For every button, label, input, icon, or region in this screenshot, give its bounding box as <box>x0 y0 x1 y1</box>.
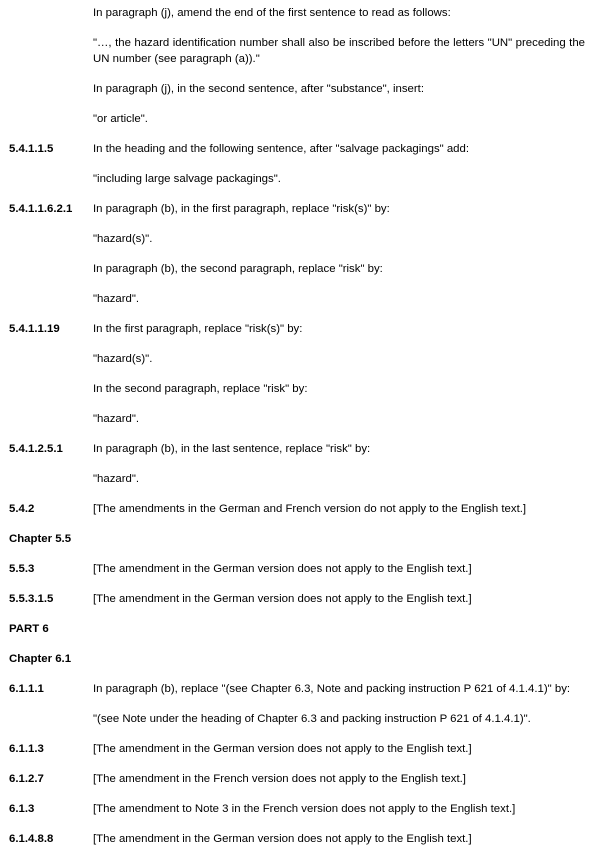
paragraph <box>9 411 585 427</box>
chapter-heading: Chapter 6.1 <box>9 653 72 665</box>
part-heading: PART 6 <box>9 623 49 635</box>
paragraph-text: [The amendment in the German version does not apply to the English text.] <box>93 563 472 575</box>
section-number: 5.5.3 <box>9 563 35 575</box>
paragraph <box>9 351 585 367</box>
section-number: 5.4.1.2.5.1 <box>9 443 63 455</box>
section-number: 5.4.1.1.6.2.1 <box>9 203 73 215</box>
paragraph-text: In paragraph (j), in the second sentence, after "substance", insert: <box>93 83 425 95</box>
paragraph <box>9 231 585 247</box>
paragraph <box>9 261 585 277</box>
paragraph <box>9 591 585 607</box>
paragraph-text: "or article". <box>93 113 148 125</box>
paragraph-text: In paragraph (j), amend the end of the first sentence to read as follows: <box>93 7 451 19</box>
paragraph-text: "hazard(s)". <box>93 233 153 245</box>
paragraph-text: In the second paragraph, replace "risk" by: <box>93 383 308 395</box>
paragraph-text: [The amendment in the German version does not apply to the English text.] <box>93 833 472 845</box>
paragraph-text: In paragraph (b), the second paragraph, replace "risk" by: <box>93 263 383 275</box>
paragraph <box>9 711 585 727</box>
paragraph <box>9 561 585 577</box>
paragraph-text: In paragraph (b), in the last sentence, replace "risk" by: <box>93 443 371 455</box>
section-number: 6.1.1.1 <box>9 683 44 695</box>
paragraph <box>9 201 585 217</box>
paragraph <box>9 81 585 97</box>
paragraph <box>9 171 585 187</box>
paragraph <box>9 501 585 517</box>
section-number: 5.4.2 <box>9 503 35 515</box>
paragraph-text: "(see Note under the heading of Chapter 6.3 and packing instruction P 621 of 4.1.4.1)". <box>93 713 531 725</box>
section-number: 6.1.2.7 <box>9 773 44 785</box>
paragraph-text: "hazard". <box>93 293 140 305</box>
paragraph <box>9 141 585 157</box>
paragraph <box>9 681 585 697</box>
paragraph <box>9 5 585 21</box>
chapter-heading: Chapter 5.5 <box>9 533 72 545</box>
paragraph-text: [The amendments in the German and French version do not apply to the English text.] <box>93 503 527 515</box>
section-number: 6.1.3 <box>9 803 35 815</box>
paragraph-text: [The amendment in the German version does not apply to the English text.] <box>93 743 472 755</box>
paragraph-text: In the heading and the following sentence, after "salvage packagings" add: <box>93 143 470 155</box>
section-number: 6.1.1.3 <box>9 743 44 755</box>
section-number: 5.4.1.1.19 <box>9 323 60 335</box>
section-number: 6.1.4.8.8 <box>9 833 54 845</box>
paragraph-text: "including large salvage packagings". <box>93 173 281 185</box>
document-page <box>9 5 585 861</box>
paragraph-text: "hazard". <box>93 413 140 425</box>
section-number: 5.5.3.1.5 <box>9 593 54 605</box>
paragraph <box>9 471 585 487</box>
paragraph <box>9 771 585 787</box>
paragraph <box>9 831 585 847</box>
paragraph-text: "hazard". <box>93 473 140 485</box>
paragraph <box>9 441 585 457</box>
paragraph-text: [The amendment to Note 3 in the French version does not apply to the English text.] <box>93 803 516 815</box>
paragraph <box>9 321 585 337</box>
paragraph-text: "…, the hazard identification number shall also be inscribed before the letters "UN" preceding the UN number (see paragraph (a))." <box>93 37 585 65</box>
paragraph-text: [The amendment in the French version does not apply to the English text.] <box>93 773 466 785</box>
section-number: 5.4.1.1.5 <box>9 143 54 155</box>
paragraph <box>9 381 585 397</box>
paragraph <box>9 111 585 127</box>
paragraph <box>9 801 585 817</box>
paragraph <box>9 291 585 307</box>
paragraph-text: In the first paragraph, replace "risk(s)" by: <box>93 323 303 335</box>
paragraph <box>9 35 585 67</box>
paragraph-text: In paragraph (b), replace "(see Chapter 6.3, Note and packing instruction P 621 of 4.1.4.1)" by: <box>93 683 571 695</box>
paragraph-text: "hazard(s)". <box>93 353 153 365</box>
paragraph <box>9 741 585 757</box>
paragraph-text: In paragraph (b), in the first paragraph, replace "risk(s)" by: <box>93 203 390 215</box>
paragraph-text: [The amendment in the German version does not apply to the English text.] <box>93 593 472 605</box>
